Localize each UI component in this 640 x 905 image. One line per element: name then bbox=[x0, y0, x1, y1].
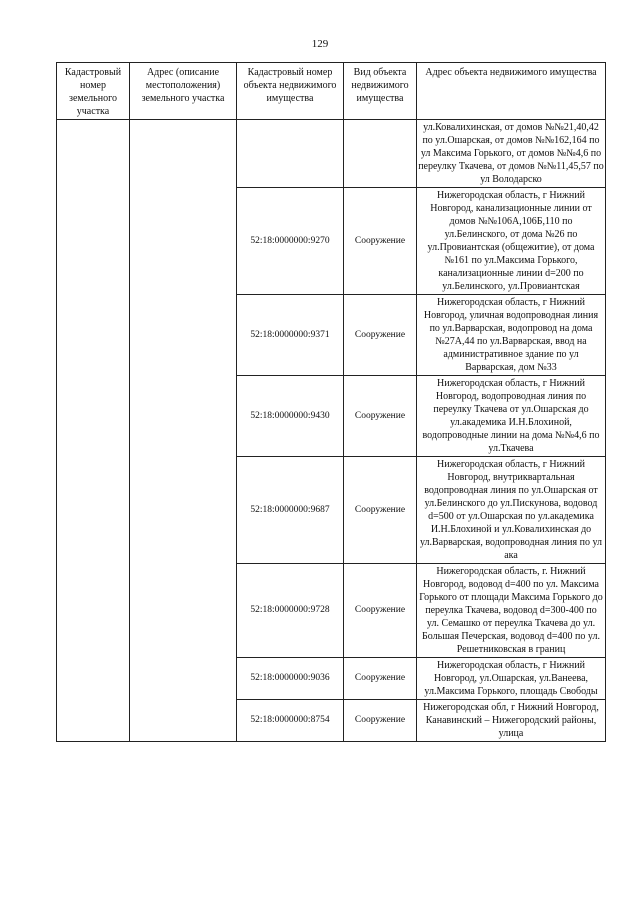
header-object-address: Адрес объекта недвижимого имущества bbox=[417, 63, 606, 120]
object-address-cell: ул.Ковалихинская, от домов №№21,40,42 по ул.Ошарская, от домов №№162,164 по ул Максима Горького, от домов №№4,6 по переулку Ткачева, от домов №№11,45,57 по ул Володарско bbox=[417, 120, 606, 188]
object-cadastral-cell: 52:18:0000000:9270 bbox=[237, 188, 344, 295]
object-cadastral-cell: 52:18:0000000:9728 bbox=[237, 564, 344, 658]
object-address-cell: Нижегородская область, г Нижний Новгород, канализационные линии от домов №№106А,106Б,110 по ул.Белинского, от дома №26 по ул.Провиантская (общежитие), от дома №161 по ул.Максима Горького, канализационные линии d=200 по ул.Белинского, ул.Провиантская bbox=[417, 188, 606, 295]
object-kind-cell: Сооружение bbox=[344, 457, 417, 564]
land-address-cell bbox=[130, 120, 237, 742]
header-object-kind: Вид объекта недвижимого имущества bbox=[344, 63, 417, 120]
header-land-cadastral-number: Кадастровый номер земельного участка bbox=[57, 63, 130, 120]
object-kind-cell: Сооружение bbox=[344, 700, 417, 742]
object-cadastral-cell: 52:18:0000000:9036 bbox=[237, 658, 344, 700]
object-cadastral-cell: 52:18:0000000:9371 bbox=[237, 295, 344, 376]
object-address-cell: Нижегородская область, г. Нижний Новгород, водовод d=400 по ул. Максима Горького от площади Максима Горького до переулка Ткачева, водовод d=300-400 по ул. Семашко от переулка Ткачева до ул. Большая Печерская, водовод d=400 по ул. Решетниковская в границ bbox=[417, 564, 606, 658]
object-address-cell: Нижегородская обл, г Нижний Новгород, Канавинский – Нижегородский районы, улица bbox=[417, 700, 606, 742]
object-cadastral-cell: 52:18:0000000:8754 bbox=[237, 700, 344, 742]
header-object-cadastral-number: Кадастровый номер объекта недвижимого имущества bbox=[237, 63, 344, 120]
object-cadastral-cell: 52:18:0000000:9687 bbox=[237, 457, 344, 564]
object-cadastral-cell: 52:18:0000000:9430 bbox=[237, 376, 344, 457]
object-kind-cell: Сооружение bbox=[344, 564, 417, 658]
page-number: 129 bbox=[311, 38, 329, 50]
object-address-cell: Нижегородская область, г Нижний Новгород, внутриквартальная водопроводная линия по ул.Ошарская от ул.Белинского до ул.Пискунова, водовод d=500 от ул.Ошарская по ул.академика И.Н.Блохиной и ул.Ковалихинская до ул.Варварская, водопроводная линия по ул ака bbox=[417, 457, 606, 564]
object-kind-cell bbox=[344, 120, 417, 188]
table-header-row bbox=[57, 63, 606, 120]
object-kind-cell: Сооружение bbox=[344, 376, 417, 457]
object-kind-cell: Сооружение bbox=[344, 188, 417, 295]
object-kind-cell: Сооружение bbox=[344, 295, 417, 376]
land-cadastral-cell bbox=[57, 120, 130, 742]
table-row bbox=[57, 120, 606, 188]
cadastral-table bbox=[56, 62, 606, 742]
object-kind-cell: Сооружение bbox=[344, 658, 417, 700]
object-address-cell: Нижегородская область, г Нижний Новгород, водопроводная линия по переулку Ткачева от ул.Ошарская до ул.академика И.Н.Блохиной, водопроводные линии на дома №№4,6 по ул.Ткачева bbox=[417, 376, 606, 457]
object-address-cell: Нижегородская область, г Нижний Новгород, уличная водопроводная линия по ул.Варварская, водопровод на дома №27А,44 по ул.Варварская, ввод на административное здание по ул Варварская, дом №33 bbox=[417, 295, 606, 376]
header-land-address: Адрес (описание местоположения) земельного участка bbox=[130, 63, 237, 120]
object-cadastral-cell bbox=[237, 120, 344, 188]
object-address-cell: Нижегородская область, г Нижний Новгород, ул.Ошарская, ул.Ванеева, ул.Максима Горького, площадь Свободы bbox=[417, 658, 606, 700]
